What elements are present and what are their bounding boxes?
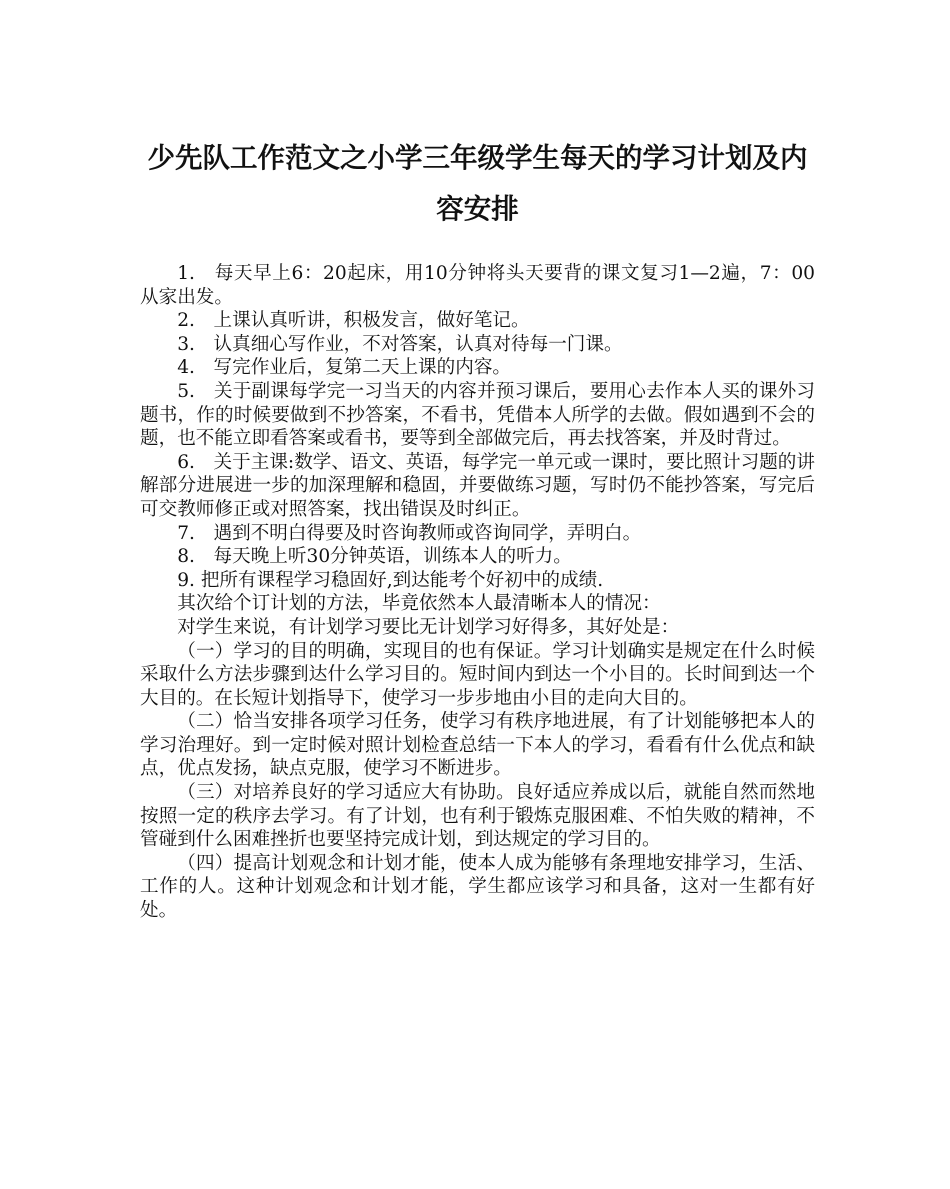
paragraph-benefit-3: （三）对培养良好的学习适应大有协助。良好适应养成以后，就能自然而然地按照一定的秩序去学习。有了计划，也有利于锻炼克服困难、不怕失败的精神，不管碰到什么困难挫折也要坚持完成计划，到达规定的学习目的。 (140, 782, 815, 851)
paragraph-plan-method: 其次给个订计划的方法，毕竟依然本人最清晰本人的情况： (177, 593, 661, 615)
paragraph-4: 4. 写完作业后，复第二天上课的内容。 (177, 357, 512, 379)
paragraph-1: 1. 每天早上6：20起床，用10分钟将头天要背的课文复习1—2遍，7：00从家出发。 (140, 263, 815, 308)
paragraph-7: 7. 遇到不明白得要及时咨询教师或咨询同学，弄明白。 (177, 522, 642, 544)
paragraph-benefit-4: （四）提高计划观念和计划才能，使本人成为能够有条理地安排学习，生活、工作的人。这种计划观念和计划才能，学生都应该学习和具备，这对一生都有好处。 (140, 852, 815, 922)
paragraph-6: 6. 关于主课:数学、语文、英语，每学完一单元或一课时，要比照计习题的讲解部分进展进一步的加深理解和稳固，并要做练习题，写时仍不能抄答案，写完后可交教师修正或对照答案，找出错误及时纠正。 (140, 451, 815, 520)
document-body (140, 262, 815, 923)
paragraph-benefit-2: （二）恰当安排各项学习任务，使学习有秩序地进展，有了计划能够把本人的学习治理好。到一定时候对照计划检查总结一下本人的学习，看看有什么优点和缺点，优点发扬，缺点克服，使学习不断进步。 (140, 711, 815, 780)
paragraph-2: 2. 上课认真听讲，积极发言，做好笔记。 (177, 310, 530, 332)
paragraph-benefit-1: （一）学习的目的明确，实现目的也有保证。学习计划确实是规定在什么时候采取什么方法步骤到达什么学习目的。短时间内到达一个小目的。长时间到达一个大目的。在长短计划指导下，使学习一步步地由小目的走向大目的。 (140, 640, 815, 709)
paragraph-benefits-intro: 对学生来说，有计划学习要比无计划学习好得多，其好处是： (177, 616, 680, 638)
paragraph-3: 3. 认真细心写作业，不对答案，认真对待每一门课。 (177, 333, 623, 355)
paragraph-9: 9. 把所有课程学习稳固好,到达能考个好初中的成绩. (177, 569, 604, 591)
document-title: 少先队工作范文之小学三年级学生每天的学习计划及内容安排 (147, 142, 808, 225)
paragraph-8: 8. 每天晚上听30分钟英语，训练本人的听力。 (177, 546, 572, 568)
paragraph-5: 5. 关于副课每学完一习当天的内容并预习课后，要用心去作本人买的课外习题书，作的时候要做到不抄答案，不看书，凭借本人所学的去做。假如遇到不会的题，也不能立即看答案或看书，要等到全部做完后，再去找答案，并及时背过。 (140, 380, 815, 450)
